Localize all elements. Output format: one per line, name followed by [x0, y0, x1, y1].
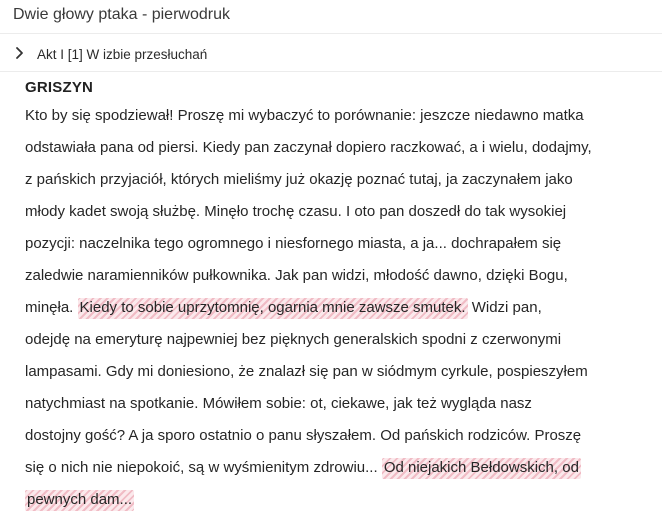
highlighted-passage[interactable]: pewnych dam...: [25, 490, 134, 511]
speaker-name: GRISZYN: [25, 79, 94, 96]
chevron-right-icon[interactable]: [14, 46, 26, 60]
speech-line: [25, 452, 645, 484]
speech-line: [25, 292, 645, 324]
window-title: Dwie głowy ptaka - pierwodruk: [13, 6, 230, 23]
speech-text-segment: pozycji: naczelnika tego ogromnego i niesfornego miasta, a ja... dochrapałem się: [25, 235, 562, 252]
speech-text-segment: Widzi pan,: [467, 299, 542, 316]
speech-text-segment: odejdę na emeryturę najpewniej bez pięknych generalskich spodni z czerwonymi: [25, 331, 562, 348]
speech-text-segment: się o nich nie niepokoić, są w wyśmienitym zdrowiu...: [25, 459, 382, 476]
speech-line: [25, 228, 645, 260]
speech-line: [25, 132, 645, 164]
speech-line: [25, 164, 645, 196]
speech-text: [25, 100, 645, 516]
script-content: [25, 78, 645, 516]
speech-line: [25, 356, 645, 388]
speech-text-segment: młody kadet swoją służbę. Minęło trochę czasu. I oto pan doszedł do tak wysokiej: [25, 203, 567, 220]
speech-line: [25, 260, 645, 292]
speech-line: [25, 196, 645, 228]
speech-line: [25, 420, 645, 452]
speech-text-segment: z pańskich przyjaciół, których mieliśmy już okazję poznać tutaj, ja zaczynałem jako: [25, 171, 573, 188]
title-bar: [0, 0, 662, 34]
breadcrumb[interactable]: [0, 38, 662, 72]
speech-line: [25, 484, 645, 516]
speech-line: [25, 324, 645, 356]
speech-text-segment: minęła.: [25, 299, 78, 316]
breadcrumb-scene-label[interactable]: Akt I [1] W izbie przesłuchań: [37, 47, 208, 62]
speech-text-segment: odstawiała pana od piersi. Kiedy pan zaczynał dopiero raczkować, a i wielu, dodajmy,: [25, 139, 592, 156]
speech-text-segment: zaledwie naramienników pułkownika. Jak pan widzi, młodość dawno, dzięki Bogu,: [25, 267, 568, 284]
highlighted-passage[interactable]: Od niejakich Bełdowskich, od: [382, 458, 581, 479]
highlighted-passage[interactable]: Kiedy to sobie uprzytomnię, ogarnia mnie zawsze smutek.: [78, 298, 468, 319]
speech-line: [25, 388, 645, 420]
speech-text-segment: Kto by się spodziewał! Proszę mi wybaczyć to porównanie: jeszcze niedawno matka: [25, 107, 584, 124]
speech-text-segment: natychmiast na spotkanie. Mówiłem sobie: ot, ciekawe, jak też wygląda nasz: [25, 395, 532, 412]
speech-text-segment: dostojny gość? A ja sporo ostatnio o panu słyszałem. Od pańskich rodziców. Proszę: [25, 427, 582, 444]
speech-line: [25, 100, 645, 132]
speech-text-segment: lampasami. Gdy mi doniesiono, że znalazł się pan w siódmym cyrkule, pospieszyłem: [25, 363, 588, 380]
